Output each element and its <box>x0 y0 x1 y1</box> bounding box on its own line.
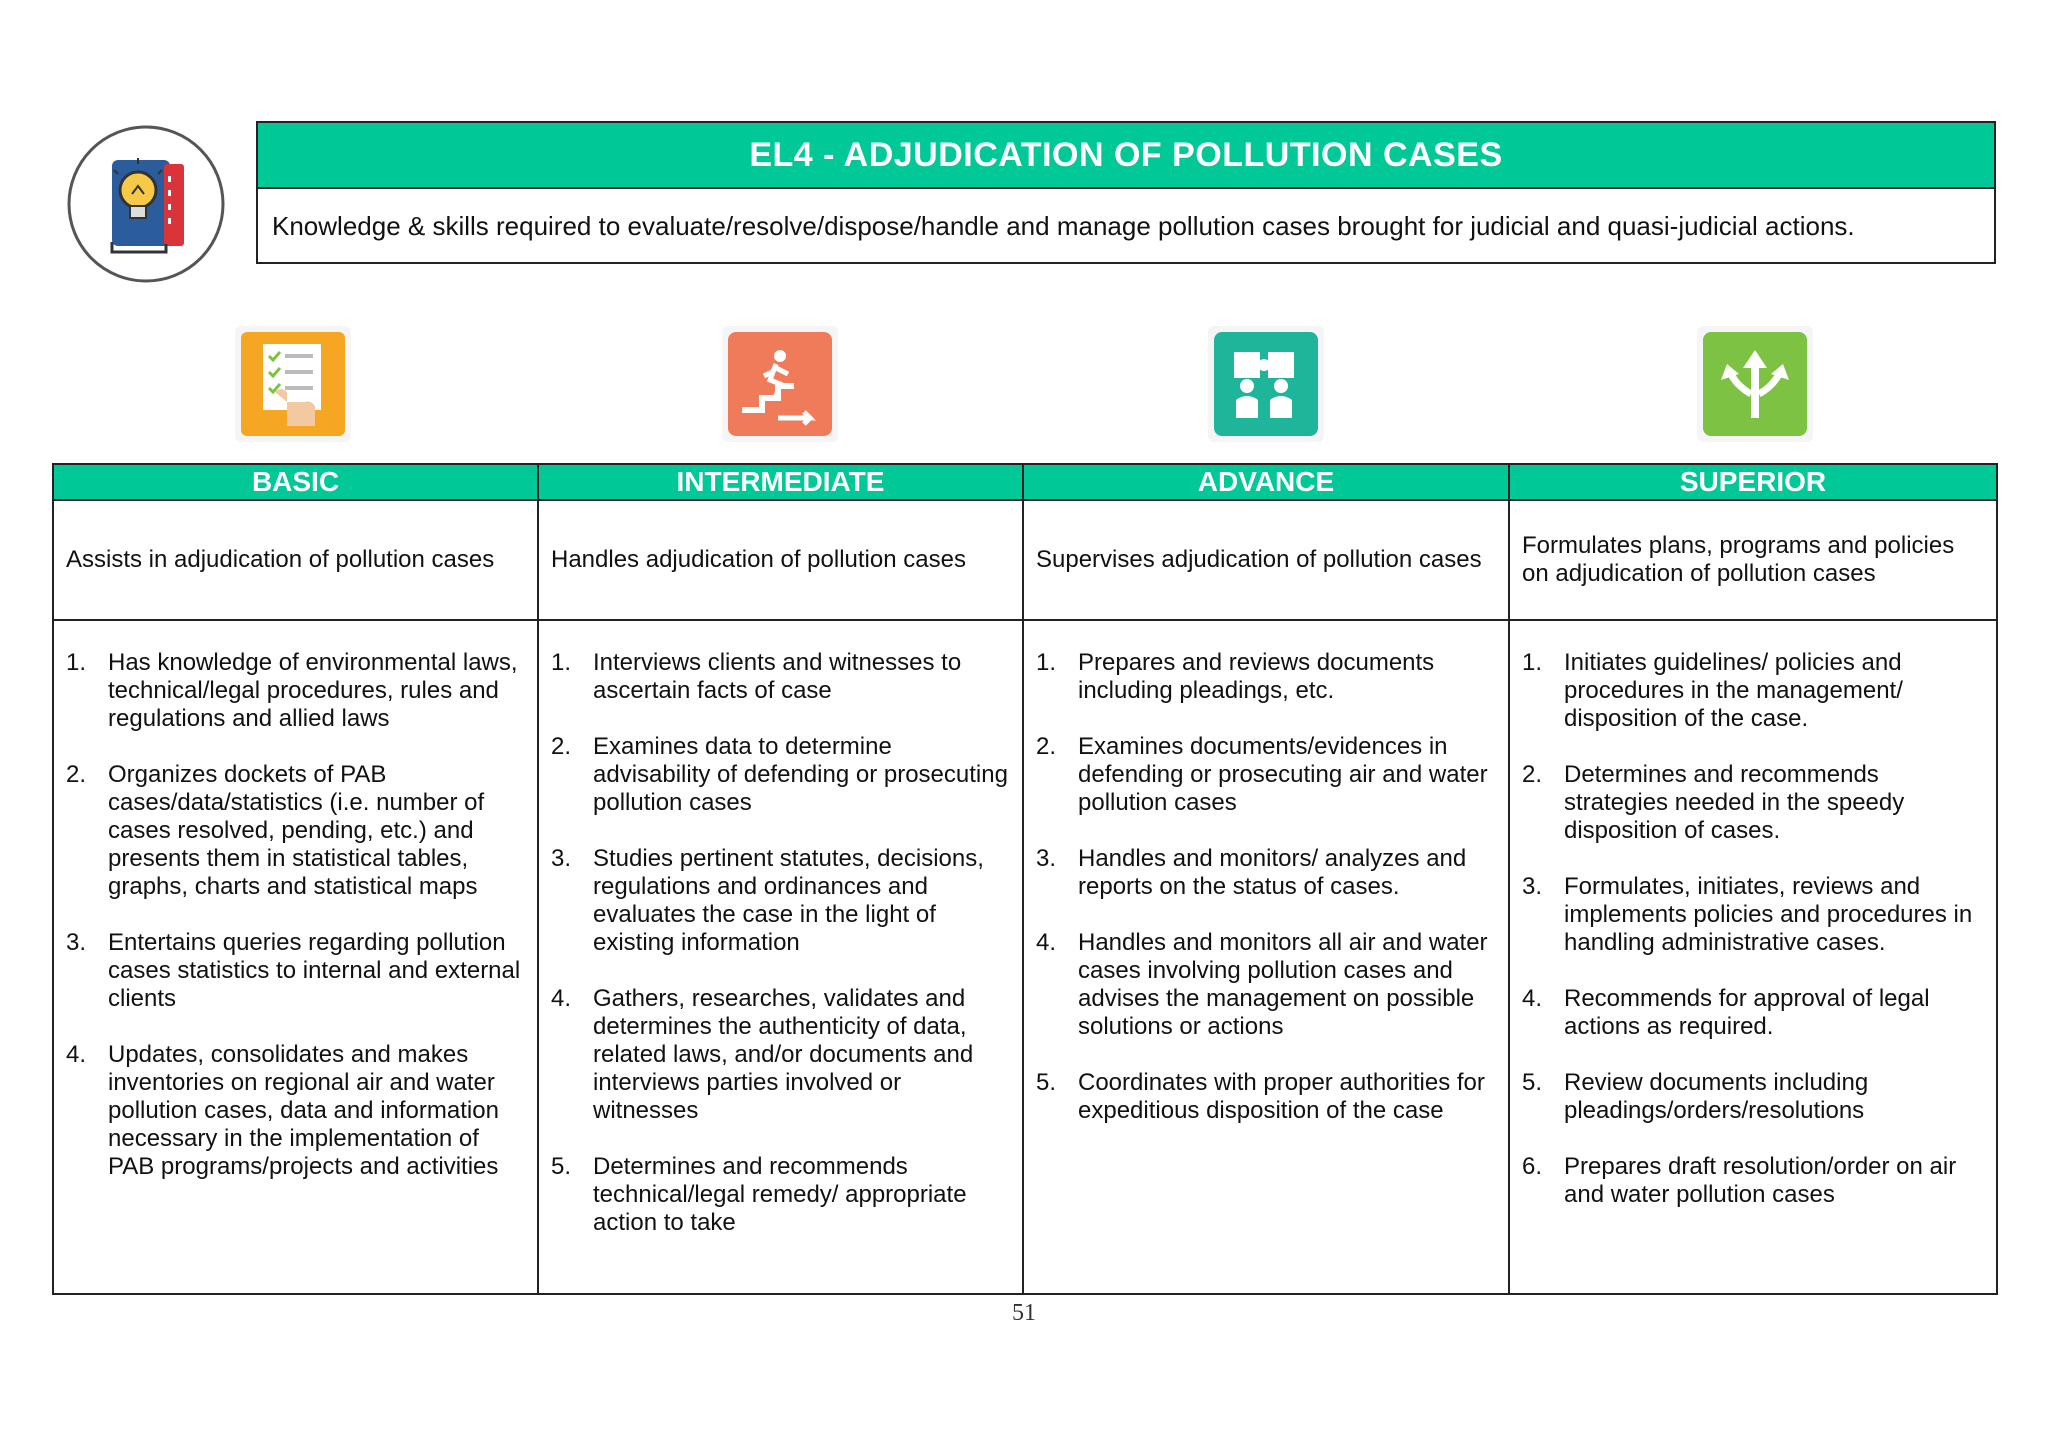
item-text: Organizes dockets of PAB cases/data/statistics (i.e. number of cases resolved, pending, etc.) and presents them in statistical tables, graphs, charts and statistical maps <box>108 761 485 900</box>
stairs-runner-icon <box>718 322 842 446</box>
task-list <box>1036 649 1496 1125</box>
item-text: Determines and recommends strategies needed in the speedy disposition of cases. <box>1564 761 1905 844</box>
item-text: Has knowledge of environmental laws, technical/legal procedures, rules and regulations and allied laws <box>108 649 518 732</box>
competency-title: EL4 - ADJUDICATION OF POLLUTION CASES <box>258 123 1994 189</box>
list-item <box>66 1041 525 1181</box>
item-text: Handles and monitors all air and water cases involving pollution cases and advises the management on possible solutions or actions <box>1078 929 1488 1040</box>
list-item <box>1036 649 1496 705</box>
list-item <box>1522 1153 1984 1209</box>
item-text: Prepares and reviews documents including pleadings, etc. <box>1078 649 1435 704</box>
list-item <box>551 1153 1010 1237</box>
item-text: Handles and monitors/ analyzes and reports on the status of cases. <box>1078 845 1467 900</box>
list-item <box>1522 873 1984 957</box>
tasks-advance <box>1023 620 1509 1294</box>
item-number: 1. <box>1036 649 1057 676</box>
puzzle-people-icon <box>1204 322 1328 446</box>
task-list <box>551 649 1010 1237</box>
item-number: 4. <box>66 1041 87 1068</box>
list-item <box>1522 1069 1984 1125</box>
level-summary-row <box>53 500 1997 620</box>
item-text: Coordinates with proper authorities for expeditious disposition of the case <box>1078 1069 1485 1124</box>
level-header-intermediate: INTERMEDIATE <box>538 464 1023 500</box>
summary-advance <box>1023 500 1509 620</box>
item-number: 3. <box>66 929 87 956</box>
list-item <box>1036 845 1496 901</box>
item-text: Interviews clients and witnesses to ascertain facts of case <box>593 649 962 704</box>
book-lightbulb-logo-icon <box>66 124 226 284</box>
summary-text: Handles adjudication of pollution cases <box>551 546 966 573</box>
level-header-row <box>53 464 1997 500</box>
level-header-advance: ADVANCE <box>1023 464 1509 500</box>
item-number: 1. <box>551 649 572 676</box>
summary-basic <box>53 500 538 620</box>
task-list <box>1522 649 1984 1209</box>
item-number: 2. <box>1036 733 1057 760</box>
list-item <box>1036 1069 1496 1125</box>
level-tasks-row <box>53 620 1997 1294</box>
item-text: Studies pertinent statutes, decisions, regulations and ordinances and evaluates the case in the light of existing information <box>593 845 984 956</box>
list-item <box>1522 649 1984 733</box>
diverging-arrows-icon <box>1693 322 1817 446</box>
competency-header <box>256 121 1996 264</box>
item-text: Prepares draft resolution/order on air and water pollution cases <box>1564 1153 1957 1208</box>
list-item <box>1522 761 1984 845</box>
tasks-basic <box>53 620 538 1294</box>
item-number: 4. <box>1036 929 1057 956</box>
item-number: 5. <box>1522 1069 1543 1096</box>
summary-superior <box>1509 500 1997 620</box>
summary-text-line: on adjudication of pollution cases <box>1522 560 1876 587</box>
item-number: 3. <box>1522 873 1543 900</box>
item-number: 4. <box>551 985 572 1012</box>
list-item <box>551 733 1010 817</box>
level-header-superior: SUPERIOR <box>1509 464 1997 500</box>
list-item <box>1036 929 1496 1041</box>
item-number: 5. <box>1036 1069 1057 1096</box>
item-number: 2. <box>1522 761 1543 788</box>
item-number: 4. <box>1522 985 1543 1012</box>
item-text: Examines documents/evidences in defending or prosecuting air and water pollution cases <box>1078 733 1488 816</box>
item-number: 3. <box>1036 845 1057 872</box>
item-text: Examines data to determine advisability of defending or prosecuting pollution cases <box>593 733 1008 816</box>
list-item <box>1522 985 1984 1041</box>
item-number: 5. <box>551 1153 572 1180</box>
list-item <box>66 761 525 901</box>
summary-text: Supervises adjudication of pollution cases <box>1036 546 1482 573</box>
list-item <box>551 649 1010 705</box>
item-text: Initiates guidelines/ policies and procedures in the management/ disposition of the case. <box>1564 649 1903 732</box>
checklist-hand-icon <box>231 322 355 446</box>
item-number: 1. <box>1522 649 1543 676</box>
item-number: 6. <box>1522 1153 1543 1180</box>
summary-text-line: Formulates plans, programs and policies <box>1522 532 1955 559</box>
item-text: Recommends for approval of legal actions as required. <box>1564 985 1930 1040</box>
competency-description: Knowledge & skills required to evaluate/resolve/dispose/handle and manage pollution cases brought for judicial and quasi-judicial actions. <box>272 211 1855 241</box>
list-item <box>66 929 525 1013</box>
list-item <box>66 649 525 733</box>
list-item <box>551 985 1010 1125</box>
page-number: 51 <box>1012 1300 1036 1326</box>
task-list <box>66 649 525 1181</box>
tasks-intermediate <box>538 620 1023 1294</box>
item-number: 2. <box>551 733 572 760</box>
item-number: 3. <box>551 845 572 872</box>
item-text: Entertains queries regarding pollution cases statistics to internal and external clients <box>108 929 521 1012</box>
summary-intermediate <box>538 500 1023 620</box>
tasks-superior <box>1509 620 1997 1294</box>
list-item <box>1036 733 1496 817</box>
item-text: Formulates, initiates, reviews and implements policies and procedures in handling administrative cases. <box>1564 873 1973 956</box>
summary-text: Assists in adjudication of pollution cases <box>66 546 495 573</box>
item-number: 2. <box>66 761 87 788</box>
level-header-basic: BASIC <box>53 464 538 500</box>
item-text: Gathers, researches, validates and determines the authenticity of data, related laws, and/or documents and interviews parties involved or witnesses <box>593 985 974 1124</box>
item-text: Updates, consolidates and makes inventories on regional air and water pollution cases, data and information necessary in the implementation of PAB programs/projects and activities <box>108 1041 499 1180</box>
list-item <box>551 845 1010 957</box>
item-number: 1. <box>66 649 87 676</box>
competency-level-table <box>52 463 1998 1295</box>
item-text: Review documents including pleadings/orders/resolutions <box>1564 1069 1869 1124</box>
item-text: Determines and recommends technical/legal remedy/ appropriate action to take <box>593 1153 967 1236</box>
